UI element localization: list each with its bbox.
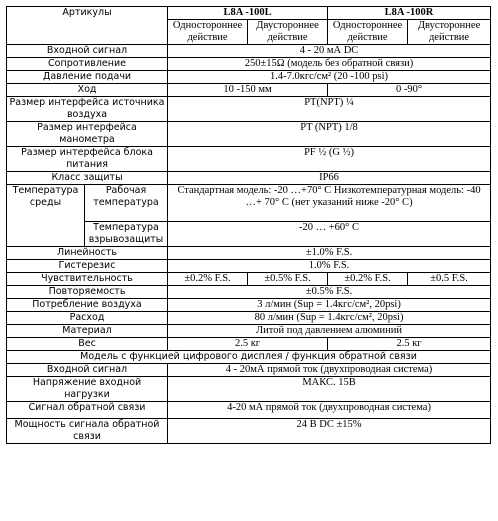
header-row	[7, 7, 491, 20]
sensitivity-value-3: ±0.2% F.S.	[328, 273, 408, 286]
digital-section-title: Модель с функцией цифрового дисплея / функция обратной связи	[7, 351, 491, 364]
stroke-value-r: 0 -90°	[328, 84, 491, 97]
row-gauge-port	[7, 122, 491, 147]
stroke-value-l: 10 -150 мм	[168, 84, 328, 97]
temperature-label: Температура среды	[7, 185, 85, 247]
material-label: Материал	[7, 325, 168, 338]
input-load-value: МАКС. 15В	[168, 377, 491, 402]
sensitivity-value-4: ±0.5 F.S.	[408, 273, 491, 286]
spec-table	[6, 6, 491, 444]
row-input-load	[7, 377, 491, 402]
supply-pressure-value: 1.4-7.0кгс/см² (20 -100 psi)	[168, 71, 491, 84]
row-repeatability	[7, 286, 491, 299]
air-consumption-label: Потребление воздуха	[7, 299, 168, 312]
protection-value: IP66	[168, 172, 491, 185]
feedback-power-label: Мощность сигнала обратной связи	[7, 419, 168, 444]
material-value: Литой под давлением алюминий	[168, 325, 491, 338]
feedback-signal-value: 4-20 мА прямой ток (двухпроводная система)	[168, 402, 491, 419]
single-action-l: Одностороннее действие	[168, 20, 248, 45]
weight-value-l: 2.5 кг	[168, 338, 328, 351]
row-digital-input-signal	[7, 364, 491, 377]
sensitivity-label: Чувствительность	[7, 273, 168, 286]
air-port-label: Размер интерфейса источника воздуха	[7, 97, 168, 122]
row-air-consumption	[7, 299, 491, 312]
feedback-signal-label: Сигнал обратной связи	[7, 402, 168, 419]
double-action-r: Двустороннее действие	[408, 20, 491, 45]
row-stroke	[7, 84, 491, 97]
single-action-r: Одностороннее действие	[328, 20, 408, 45]
model-r-header: L8A -100R	[328, 7, 491, 20]
double-action-l: Двустороннее действие	[248, 20, 328, 45]
model-l-header: L8A -100L	[168, 7, 328, 20]
power-port-label: Размер интерфейса блока питания	[7, 147, 168, 172]
gauge-port-value: PT (NPT) 1/8	[168, 122, 491, 147]
repeatability-label: Повторяемость	[7, 286, 168, 299]
air-port-value: PT(NPT) ¼	[168, 97, 491, 122]
weight-value-r: 2.5 кг	[328, 338, 491, 351]
digital-input-signal-value: 4 - 20мА прямой ток (двухпроводная система)	[168, 364, 491, 377]
input-signal-value: 4 - 20 мА DC	[168, 45, 491, 58]
articles-header: Артикулы	[7, 7, 168, 45]
stroke-label: Ход	[7, 84, 168, 97]
linearity-label: Линейность	[7, 247, 168, 260]
row-protection	[7, 172, 491, 185]
supply-pressure-label: Давление подачи	[7, 71, 168, 84]
input-signal-label: Входной сигнал	[7, 45, 168, 58]
row-flow	[7, 312, 491, 325]
row-feedback-signal	[7, 402, 491, 419]
row-hysteresis	[7, 260, 491, 273]
resistance-label: Сопротивление	[7, 58, 168, 71]
operating-temperature-label: Рабочая температура	[85, 185, 168, 222]
input-load-label: Напряжение входной нагрузки	[7, 377, 168, 402]
row-input-signal	[7, 45, 491, 58]
flow-label: Расход	[7, 312, 168, 325]
hysteresis-label: Гистерезис	[7, 260, 168, 273]
resistance-value: 250±15Ω (модель без обратной связи)	[168, 58, 491, 71]
row-power-port	[7, 147, 491, 172]
linearity-value: ±1.0% F.S.	[168, 247, 491, 260]
repeatability-value: ±0.5% F.S.	[168, 286, 491, 299]
protection-label: Класс защиты	[7, 172, 168, 185]
row-temperature-operating	[7, 185, 491, 222]
operating-temperature-value: Стандартная модель: -20 …+70° C Низкотемпературная модель: -40 …+ 70° C (нет указаний ниже -20° C)	[168, 185, 491, 222]
sensitivity-value-2: ±0.5% F.S.	[248, 273, 328, 286]
feedback-power-value: 24 В DC ±15%	[168, 419, 491, 444]
flow-value: 80 л/мин (Sup = 1.4кгс/см², 20psi)	[168, 312, 491, 325]
row-sensitivity	[7, 273, 491, 286]
row-digital-section-title	[7, 351, 491, 364]
power-port-value: PF ½ (G ½)	[168, 147, 491, 172]
explosion-temperature-label: Температура взрывозащиты	[85, 222, 168, 247]
sensitivity-value-1: ±0.2% F.S.	[168, 273, 248, 286]
row-resistance	[7, 58, 491, 71]
row-supply-pressure	[7, 71, 491, 84]
row-material	[7, 325, 491, 338]
hysteresis-value: 1.0% F.S.	[168, 260, 491, 273]
air-consumption-value: 3 л/мин (Sup = 1.4кгс/см², 20psi)	[168, 299, 491, 312]
explosion-temperature-value: -20 … +60° C	[168, 222, 491, 247]
row-linearity	[7, 247, 491, 260]
digital-input-signal-label: Входной сигнал	[7, 364, 168, 377]
gauge-port-label: Размер интерфейса манометра	[7, 122, 168, 147]
weight-label: Вес	[7, 338, 168, 351]
row-air-port	[7, 97, 491, 122]
row-weight	[7, 338, 491, 351]
row-feedback-power	[7, 419, 491, 444]
